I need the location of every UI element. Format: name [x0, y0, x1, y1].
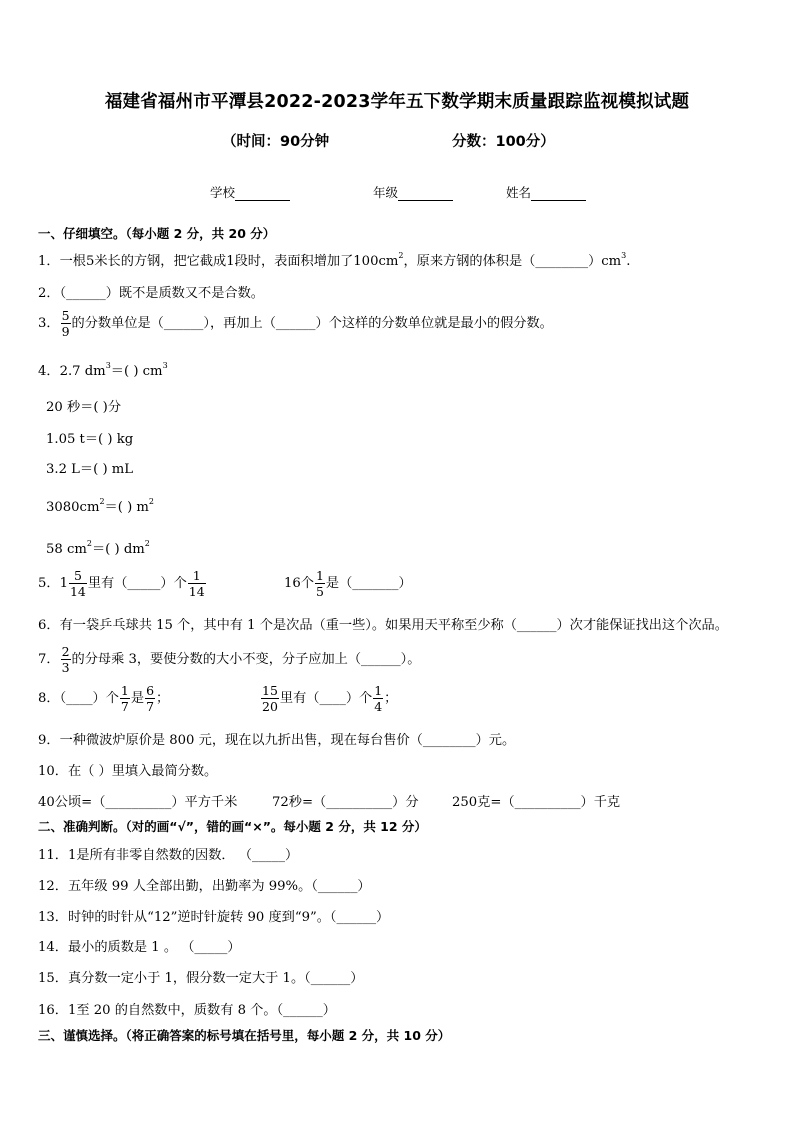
question-4-line-2: 20 秒＝( )分: [46, 400, 122, 415]
grade-field: [373, 183, 453, 201]
question-3: 3． $\frac{5}{9}$ 的分数单位是（______），再加上（______）个这样的分数单位就是最小的假分数。: [38, 308, 553, 339]
question-8b: $\frac{15}{20}$ 里有（____）个 $\frac{1}{4}$ ；: [262, 683, 398, 714]
exam-score: 分数：100分）: [452, 134, 555, 150]
name-label: 姓名: [506, 185, 532, 200]
question-10-a: 40公顷=（__________）平方千米: [38, 795, 238, 810]
question-10-stem: 10．在（ ）里填入最简分数。: [38, 764, 218, 779]
question-8a: 8．（____）个 $\frac{1}{7}$ 是 $\frac{6}{7}$ ；: [38, 683, 170, 714]
grade-blank[interactable]: [398, 188, 453, 201]
question-5b: 16个 $\frac{1}{5}$ 是（_______）: [284, 568, 412, 599]
fraction-5-9: $\frac{5}{9}$: [61, 308, 70, 339]
question-2: 2．（______）既不是质数又不是合数。: [38, 286, 264, 301]
question-1: 1．一根5米长的方钢，把它截成1段时，表面积增加了$100cm^2$，原来方钢的体积是$(\_\_\_\_\_\_\_\_)cm^3$.: [38, 251, 631, 269]
name-field: [506, 183, 586, 201]
question-11: 11．1是所有非零自然数的因数． （_____）: [38, 848, 299, 863]
name-blank[interactable]: [531, 188, 586, 201]
question-10-b: 72秒=（__________）分: [272, 795, 419, 810]
question-4-line-4: 3.2 L＝( ) mL: [46, 462, 134, 477]
question-4-line-5: $3080cm^2=$( ) $m^2$: [46, 497, 155, 515]
section-2-heading: 二、准确判断。（对的画“√”，错的画“×”。每小题 2 分，共 12 分）: [38, 819, 427, 834]
question-9: 9．一种微波炉原价是 800 元，现在以九折出售，现在每台售价（________）元。: [38, 733, 516, 748]
section-3-heading: 三、谨慎选择。（将正确答案的标号填在括号里，每小题 2 分，共 10 分）: [38, 1028, 451, 1043]
question-4-line-6: 58 $cm^2=$( ) $dm^2$: [46, 539, 150, 557]
question-14: 14．最小的质数是 1 。 （_____）: [38, 940, 241, 955]
page-title: 福建省福州市平潭县2022-2023学年五下数学期末质量跟踪监视模拟试题: [104, 92, 690, 112]
question-6: 6．有一袋乒乓球共 15 个，其中有 1 个是次品（重一些）。如果用天平称至少称（______）次才能保证找出这个次品。: [38, 618, 728, 633]
question-12: 12．五年级 99 人全部出勤，出勤率为 99%。（______）: [38, 879, 371, 894]
question-5a: 5．1 $\frac{5}{14}$ 里有（_____）个 $\frac{1}{14}$: [38, 568, 205, 599]
school-blank[interactable]: [235, 188, 290, 201]
question-16: 16．1至 20 的自然数中，质数有 8 个。（______）: [38, 1003, 336, 1018]
question-7: 7． $\frac{2}{3}$ 的分母乘 3，要使分数的大小不变，分子应加上（______）。: [38, 644, 421, 675]
question-4-line-3: 1.05 t＝( ) kg: [46, 432, 134, 447]
school-label: 学校: [210, 185, 236, 200]
question-15: 15．真分数一定小于 1，假分数一定大于 1。（______）: [38, 971, 364, 986]
grade-label: 年级: [373, 185, 399, 200]
exam-time: （时间：90分钟: [222, 134, 330, 150]
section-1-heading: 一、仔细填空。（每小题 2 分，共 20 分）: [38, 226, 276, 241]
school-field: [210, 183, 290, 201]
question-4-line-1: 4．2.7 $dm^3=$( ) $cm^3$: [38, 361, 168, 379]
question-10-c: 250克=（__________）千克: [452, 795, 621, 810]
question-13: 13．时钟的时针从“12”逆时针旋转 90 度到“9”。（______）: [38, 910, 390, 925]
